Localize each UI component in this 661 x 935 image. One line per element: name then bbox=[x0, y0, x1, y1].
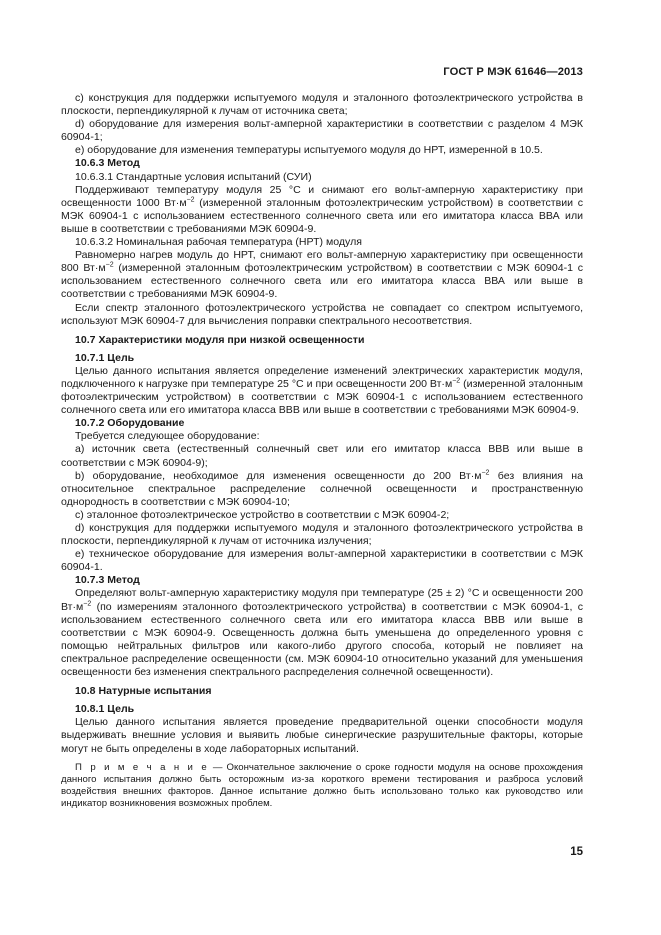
document-header: ГОСТ Р МЭК 61646—2013 bbox=[443, 66, 583, 78]
list-item-e2: e) техническое оборудование для измерения вольт-амперной характеристики в соответствии с МЭК 60904-1. bbox=[61, 548, 583, 574]
paragraph-method-10-7-3: Определяют вольт-амперную характеристику модуля при температуре (25 ± 2) °С и освещенности 200 $Вт\cdot м^{-2}$ (по измерениям эталонного фотоэлектрического устройства) в соответствии с МЭК 60904-1, с использованием естественного солнечного света или его имитатора класса ВВВ или выше в соответствии с МЭК 60904-9. Освещенность должна быть уменьшена до определенного уровня с помощью нейтральных фильтров или какого-либо другого способа, который не повлияет на спектральное распределение освещенности (см. МЭК 60904-10 относительно указаний для уменьшения освещенности без изменения спектрального распределения солнечной освещенности). bbox=[61, 587, 583, 679]
page-number: 15 bbox=[570, 846, 583, 858]
paragraph-purpose-10-7: Целью данного испытания является определение изменений электрических характеристик модуля, подключенного к нагрузке при температуре 25 °С и при освещенности 200 $Вт\cdot м^{-2}$ (измеренной эталонным фотоэлектрическим устройством) в соответствии с МЭК 60904-1 с использованием естественного солнечного света или его имитатора класса ВВВ или выше в соответствии с требованиями МЭК 60904-9. bbox=[61, 364, 583, 417]
list-item-b: b) оборудование, необходимое для изменения освещенности до 200 $Вт\cdot м^{-2}$ без влияния на относительное спектральное распределение солнечной освещенности и пространственную однородность в соответствии с МЭК 60904-10; bbox=[61, 469, 583, 508]
list-item-a: а) источник света (естественный солнечный свет или его имитатор класса ВВВ или выше в соответствии с МЭК 60904-9); bbox=[61, 443, 583, 469]
paragraph-stc: Поддерживают температуру модуля 25 °С и снимают его вольт-амперную характеристику при освещенности 1000 $Вт\cdot м^{-2}$ (измеренной эталонным фотоэлектрическим устройством) в соответствии с МЭК 60904-1 с использованием естественного солнечного света или его имитатора класса ВВА или выше в соответствии с требованиями МЭК 60904-9. bbox=[61, 183, 583, 235]
subsection-heading-10-6-3-1: 10.6.3.1 Стандартные условия испытаний (СУИ) bbox=[75, 170, 312, 183]
section-heading-10-7: 10.7 Характеристики модуля при низкой освещенности bbox=[75, 333, 365, 346]
document-body bbox=[61, 92, 583, 810]
section-heading-10-6-3: 10.6.3 Метод bbox=[75, 157, 140, 170]
section-heading-10-8-1: 10.8.1 Цель bbox=[75, 703, 135, 716]
list-item-c2: c) эталонное фотоэлектрическое устройство в соответствии с МЭК 60904-2; bbox=[75, 508, 450, 521]
list-item-d2: d) конструкция для поддержки испытуемого модуля и эталонного фотоэлектрического устройства в плоскости, перпендикулярной к лучам от источника излучения; bbox=[61, 522, 583, 548]
note-label: П р и м е ч а н и е bbox=[75, 761, 209, 773]
paragraph-spectrum: Если спектр эталонного фотоэлектрического устройства не совпадает со спектром испытуемого, используют МЭК 60904-7 для вычисления поправки спектрального несоответствия. bbox=[61, 301, 583, 327]
note bbox=[61, 762, 583, 811]
section-heading-10-7-3: 10.7.3 Метод bbox=[75, 574, 140, 587]
paragraph-nrt: Равномерно нагрев модуль до НРТ, снимают его вольт-амперную характеристику при освещенности 800 $Вт\cdot м^{-2}$ (измеренной эталонным фотоэлектрическим устройством) в соответствии с МЭК 60904-1 с использованием естественного солнечного света или его имитатора класса ВВА или выше в соответствии с требованиями МЭК 60904-9. bbox=[61, 249, 584, 301]
list-item-e: e) оборудование для изменения температуры испытуемого модуля до НРТ, измеренной в 10.5. bbox=[75, 144, 543, 157]
section-heading-10-8: 10.8 Натурные испытания bbox=[75, 685, 212, 698]
paragraph-equipment-intro: Требуется следующее оборудование: bbox=[75, 430, 260, 443]
subsection-heading-10-6-3-2: 10.6.3.2 Номинальная рабочая температура (НРТ) модуля bbox=[75, 236, 362, 249]
list-item-d: d) оборудование для измерения вольт-амперной характеристики в соответствии с разделом 4 МЭК 60904-1; bbox=[61, 118, 583, 144]
note-text: — Окончательное заключение о сроке годности модуля на основе прохождения данного испытания должно быть осторожным из-за короткого времени тестирования и разброса условий воздействия внешних факторов. Данное испытание должно быть использовано только как руководство или индикатор возникновения возможных проблем. bbox=[61, 761, 583, 810]
paragraph-purpose-10-8: Целью данного испытания является проведение предварительной оценки способности модуля выдерживать внешние условия и выявить любые синергические разрушительные факторы, которые могут не быть определены в ходе лабораторных испытаний. bbox=[61, 716, 583, 755]
list-item-c: c) конструкция для поддержки испытуемого модуля и эталонного фотоэлектрического устройства в плоскости, перпендикулярной к лучам от источника света; bbox=[61, 92, 583, 118]
section-heading-10-7-1: 10.7.1 Цель bbox=[75, 351, 135, 364]
section-heading-10-7-2: 10.7.2 Оборудование bbox=[75, 417, 185, 430]
